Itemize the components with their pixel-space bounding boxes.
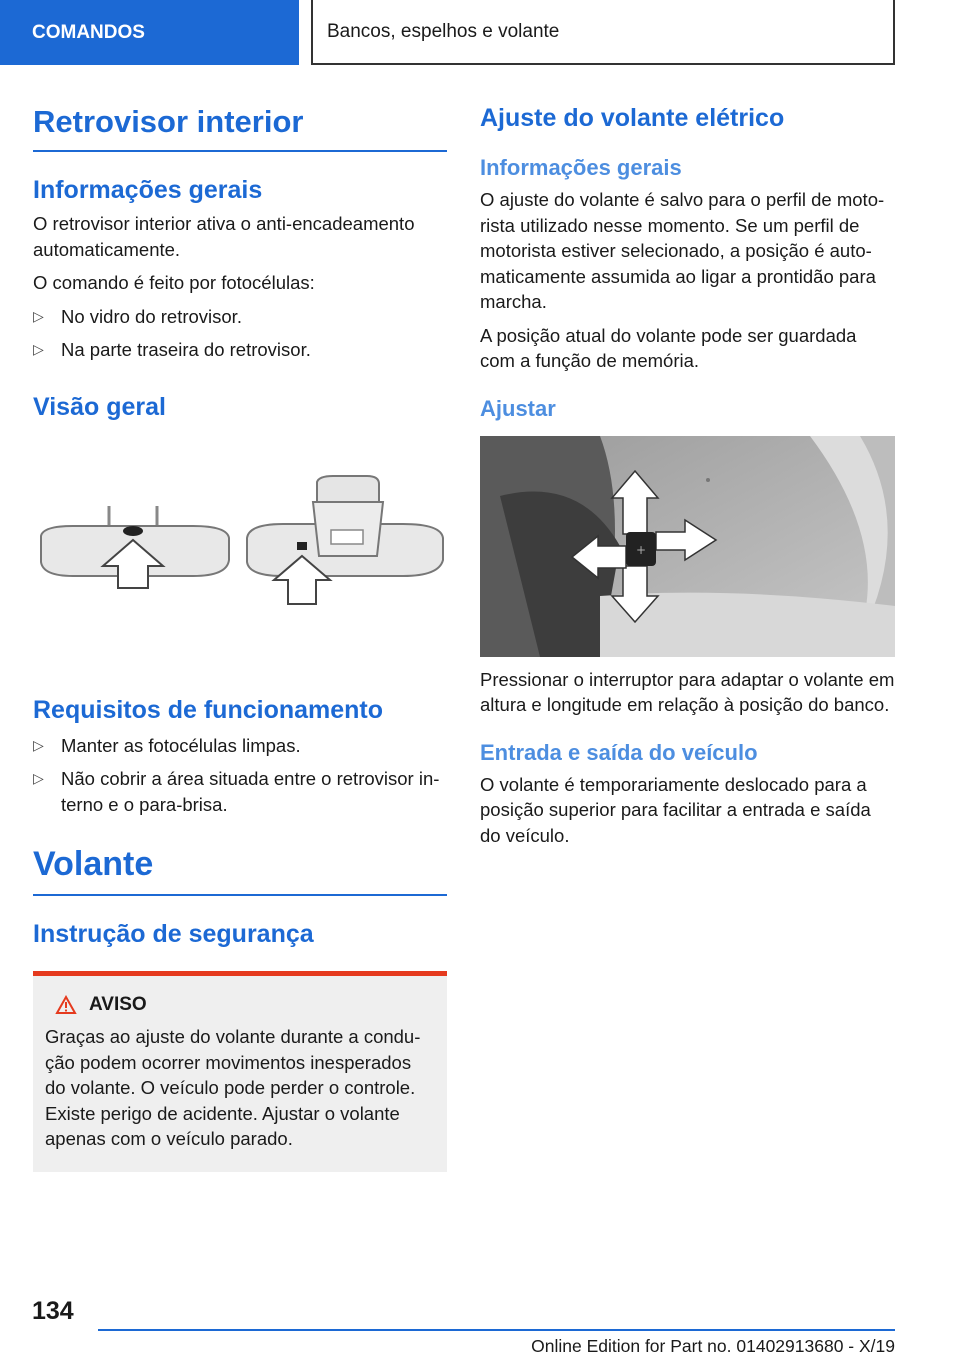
mirror-control-paragraph: O comando é feito por fotocélulas: [33, 272, 315, 293]
list-item: ▷ Manter as fotocélulas limpas. [33, 733, 447, 759]
mirror-info-heading: Informações gerais [33, 176, 263, 204]
left-column [33, 100, 447, 1172]
section-title: COMANDOS [32, 21, 145, 43]
mirror-illustration [33, 458, 447, 658]
adjust-paragraph: Pressionar o interruptor para adaptar o volante em altura e longitude em relação à posição do banco. [480, 668, 895, 715]
warning-text: Graças ao ajuste do volante durante a condução podem ocorrer movimentos inesperados do volante. O veículo pode perder o controle. Existe perigo de acidente. Ajustar o volante apenas com o veículo parado. [45, 1026, 421, 1149]
list-item: ▷ No vidro do retrovisor. [33, 304, 447, 330]
list-item: ▷ Na parte traseira do retrovisor. [33, 337, 447, 363]
adjust-heading: Ajustar [480, 395, 556, 421]
warning-triangle-icon [55, 995, 77, 1015]
requirements-heading: Requisitos de funcionamento [33, 695, 384, 724]
warning-box [33, 971, 447, 1172]
warning-label: AVISO [89, 994, 147, 1015]
mirror-info-paragraph: O retrovisor interior ativa o anti-encadeamento automaticamente. [33, 213, 415, 260]
chapter-header [311, 0, 895, 65]
mirror-heading: Retrovisor interior [33, 104, 447, 152]
triangle-bullet-icon: ▷ [33, 770, 44, 786]
triangle-bullet-icon: ▷ [33, 736, 44, 753]
right-column [480, 100, 895, 848]
svg-text:+: + [635, 542, 647, 557]
requirements-list [33, 733, 447, 818]
steering-wheel-heading: Volante [33, 845, 447, 896]
footer-divider [98, 1329, 895, 1331]
steering-switch-icon [480, 436, 895, 657]
edition-note: Online Edition for Part no. 01402913680 - X/19 [531, 1336, 895, 1356]
steering-adjust-photo [480, 436, 895, 657]
wheel-info-paragraph: O ajuste do volante é salvo para o perfil de motorista utilizado nesse momento. Se um perfil de motorista estiver selecionado, a posição é automaticamente assumida ao ligar a prontidão para marcha. [480, 189, 885, 312]
overview-heading: Visão geral [33, 392, 166, 421]
triangle-bullet-icon: ▷ [33, 307, 44, 324]
wheel-info-heading: Informações gerais [480, 155, 682, 180]
section-tab [0, 0, 299, 65]
page-number: 134 [32, 1297, 74, 1325]
rearview-mirror-icon [33, 458, 447, 658]
wheel-memory-paragraph: A posição atual do volante pode ser guardada com a função de memória. [480, 324, 857, 371]
triangle-bullet-icon: ▷ [33, 341, 44, 357]
safety-heading: Instrução de segurança [33, 920, 314, 948]
entry-exit-paragraph: O volante é temporariamente deslocado para a posição superior para facilitar a entrada e saída do veículo. [480, 773, 871, 846]
entry-exit-heading: Entrada e saída do veículo [480, 739, 758, 765]
list-item: ▷ Não cobrir a área situada entre o retrovisor interno e o para-brisa. [33, 768, 440, 815]
photocell-list [33, 304, 447, 363]
electric-adjust-heading: Ajuste do volante elétrico [480, 104, 785, 132]
chapter-title: Bancos, espelhos e volante [327, 20, 560, 42]
